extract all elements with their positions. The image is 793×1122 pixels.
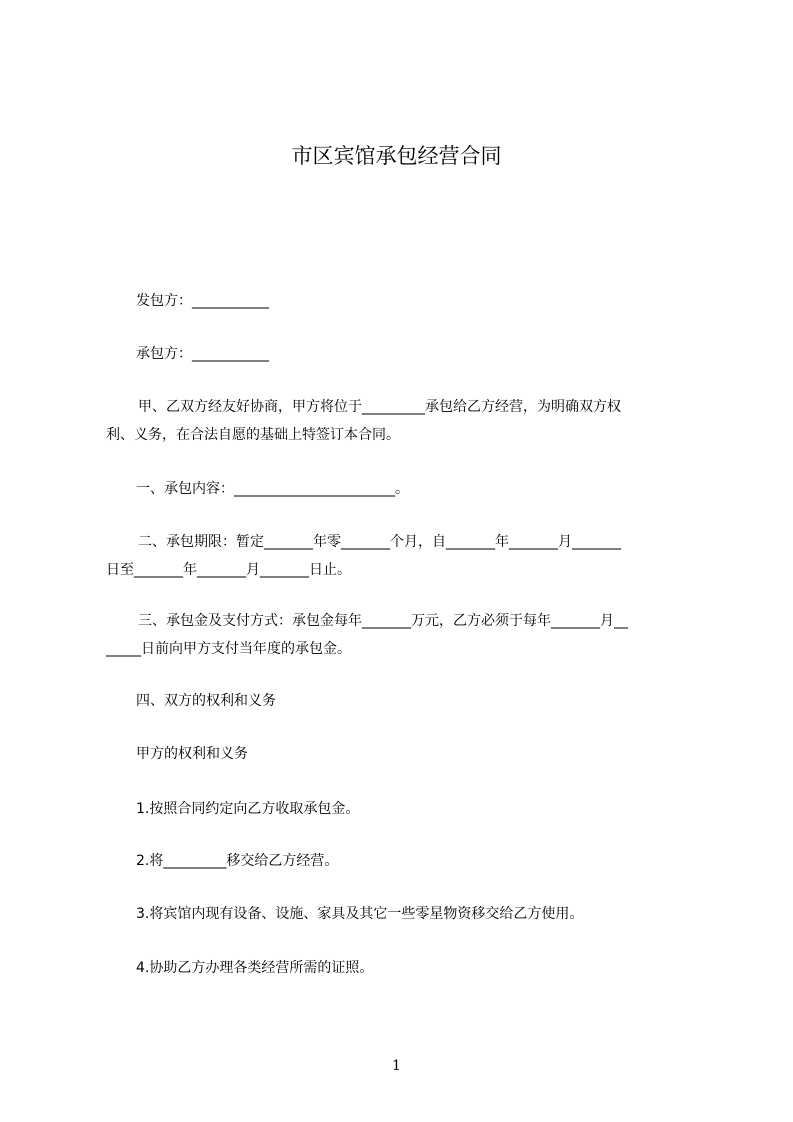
contractor-line: 发包方：___________ bbox=[136, 293, 269, 309]
document-title: 市区宾馆承包经营合同 bbox=[291, 144, 502, 168]
list-item-1: 1.按照合同约定向乙方收取承包金。 bbox=[136, 801, 360, 817]
intro-paragraph-line-2: 利、义务，在合法自愿的基础上特签订本合同。 bbox=[106, 427, 400, 443]
party-a-heading: 甲方的权利和义务 bbox=[136, 746, 248, 762]
contractee-line: 承包方：___________ bbox=[136, 346, 269, 362]
intro-paragraph-line-1: 甲、乙双方经友好协商，甲方将位于_________承包给乙方经营，为明确双方权 bbox=[138, 399, 621, 415]
clause-1-content: 一、承包内容：_______________________。 bbox=[136, 481, 409, 497]
clause-2-line-2: 日至_______年_______月_______日止。 bbox=[106, 562, 351, 578]
clause-4-heading: 四、双方的权利和义务 bbox=[136, 693, 276, 709]
list-item-2: 2.将_________移交给乙方经营。 bbox=[136, 853, 339, 869]
clause-3-line-1: 三、承包金及支付方式：承包金每年_______万元，乙方必须于每年_______月__ bbox=[138, 613, 628, 629]
page-number: 1 bbox=[392, 1058, 401, 1074]
clause-3-line-2: _____日前向甲方支付当年度的承包金。 bbox=[106, 641, 351, 657]
clause-2-line-1: 二、承包期限：暂定_______年零_______个月，自_______年_______月_______ bbox=[138, 534, 621, 550]
list-item-4: 4.协助乙方办理各类经营所需的证照。 bbox=[136, 960, 374, 976]
list-item-3: 3.将宾馆内现有设备、设施、家具及其它一些零星物资移交给乙方使用。 bbox=[136, 906, 584, 922]
